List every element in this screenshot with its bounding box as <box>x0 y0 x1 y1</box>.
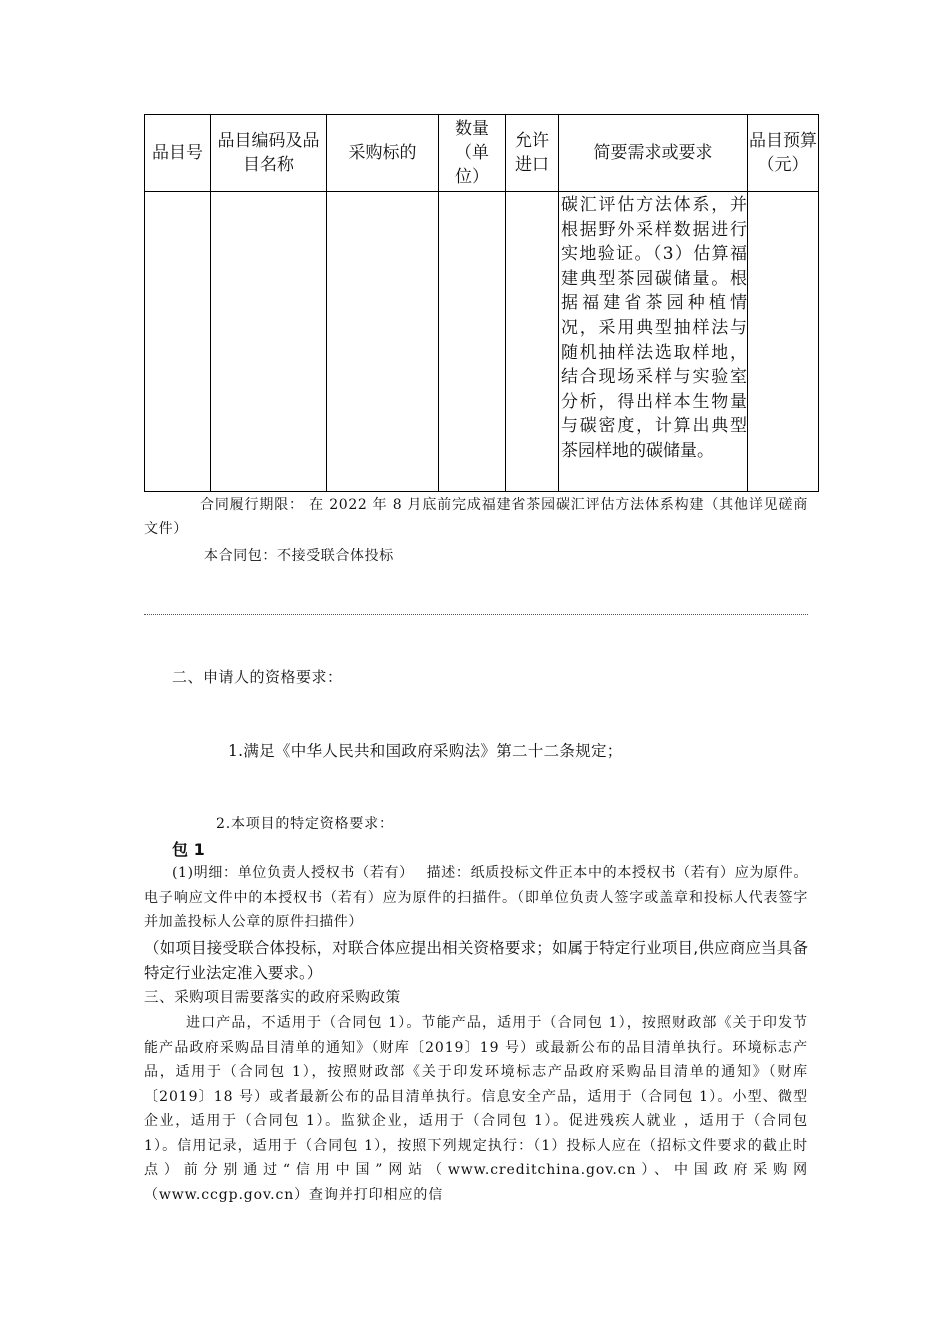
col-header-import: 允许进口 <box>506 115 559 192</box>
col-header-quantity: 数量（单位） <box>439 115 506 192</box>
cell-target <box>327 192 439 492</box>
table-row <box>145 192 819 492</box>
col-header-target: 采购标的 <box>327 115 439 192</box>
contract-period: 合同履行期限： 在 2022 年 8 月底前完成福建省茶园碳汇评估方法体系构建（其他详见磋商文件） <box>144 497 808 537</box>
procurement-items-table <box>144 114 819 492</box>
col-header-budget: 品目预算（元） <box>748 115 819 192</box>
col-header-item-no: 品目号 <box>145 115 211 192</box>
contract-consortium: 本合同包：不接受联合体投标 <box>204 548 394 564</box>
col-header-item-code-name: 品目编码及品目名称 <box>211 115 327 192</box>
cell-quantity <box>439 192 506 492</box>
section3-title: 三、采购项目需要落实的政府采购政策 <box>144 990 401 1006</box>
cell-item-code-name <box>211 192 327 492</box>
table-header-row <box>145 115 819 192</box>
cell-requirements: 碳汇评估方法体系，并根据野外采样数据进行实地验证。（3）估算福建典型茶园碳储量。根据福建省茶园种植情况，采用典型抽样法与随机抽样法选取样地，结合现场采样与实验室分析，得出样本生物量与碳密度，计算出典型茶园样地的碳储量。 <box>559 192 748 492</box>
cell-budget <box>748 192 819 492</box>
col-header-requirements: 简要需求或要求 <box>559 115 748 192</box>
package-label: 包 1 <box>172 840 205 859</box>
cell-import <box>506 192 559 492</box>
requirement-2: 2.本项目的特定资格要求： <box>216 816 394 832</box>
requirement-1: 1.满足《中华人民共和国政府采购法》第二十二条规定； <box>228 742 623 760</box>
section-divider <box>144 614 808 615</box>
cell-item-no <box>145 192 211 492</box>
section2-title: 二、申请人的资格要求： <box>172 668 343 686</box>
section3-body: 进口产品，不适用于（合同包 1）。节能产品，适用于（合同包 1），按照财政部《关于印发节能产品政府采购品目清单的通知》（财库〔2019〕19 号）或最新公布的品目清单执行。环境标志产品，适用于（合同包 1），按照财政部《关于印发环境标志产品政府采购品目清单的通知》（财库〔2019〕18 号）或者最新公布的品目清单执行。信息安全产品，适用于（合同包 1）。小型、微型企业，适用于（合同包 1）。监狱企业，适用于（合同包 1）。促进残疾人就业 ，适用于（合同包 1）。信用记录，适用于（合同包 1），按照下列规定执行：（1）投标人应在（招标文件要求的截止时点）前分别通过“信用中国”网站（www.creditchina.gov.cn）、中国政府采购网（www.ccgp.gov.cn）查询并打印相应的信 <box>144 1015 808 1203</box>
consortium-note: （如项目接受联合体投标，对联合体应提出相关资格要求；如属于特定行业项目,供应商应当具备特定行业法定准入要求。） <box>144 939 808 982</box>
requirement-detail: (1)明细：单位负责人授权书（若有） 描述：纸质投标文件正本中的本授权书（若有）应为原件。电子响应文件中的本授权书（若有）应为原件的扫描件。（即单位负责人签字或盖章和投标人代表签字并加盖投标人公章的原件扫描件） <box>144 865 808 930</box>
